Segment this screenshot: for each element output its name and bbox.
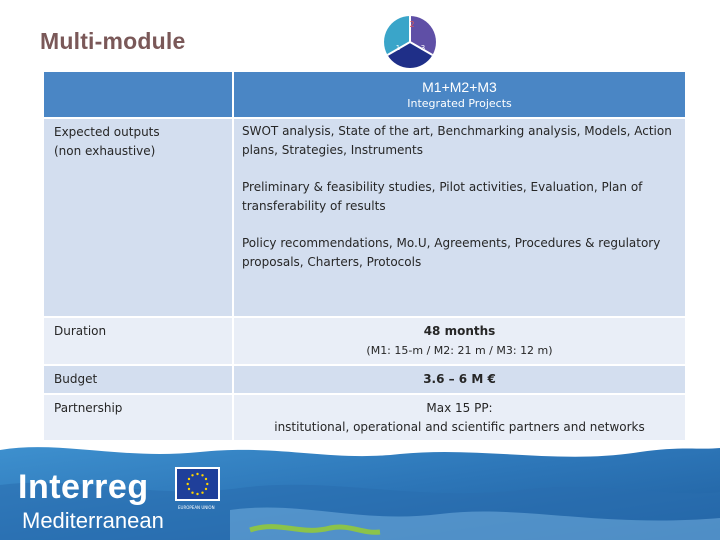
header-cell	[232, 72, 685, 117]
partnership-value: Max 15 PP:	[426, 401, 493, 415]
segment-label-1: 1	[395, 44, 401, 52]
label-cell: Partnership	[44, 395, 232, 441]
page-title: Multi-module	[40, 28, 186, 54]
table-row-budget	[44, 366, 685, 395]
module-diagram-icon	[380, 12, 440, 72]
table-row-duration	[44, 318, 685, 366]
interreg-logo: Interreg	[18, 468, 149, 506]
table-row-partnership	[44, 395, 685, 441]
value-cell	[232, 119, 685, 316]
table-header-row	[44, 72, 685, 119]
outputs-paragraph-3: Policy recommendations, Mo.U, Agreements, Procedures & regulatory proposals, Charters, Protocols	[242, 236, 661, 269]
label-cell	[44, 119, 232, 316]
value-cell	[232, 318, 685, 364]
label-expected-outputs: Expected outputs	[54, 125, 160, 139]
outputs-paragraph-2: Preliminary & feasibility studies, Pilot activities, Evaluation, Plan of transferability of results	[242, 180, 643, 213]
segment-label-3: 3	[420, 44, 426, 52]
header-empty-cell	[44, 72, 232, 117]
partnership-detail: institutional, operational and scientific partners and networks	[274, 420, 645, 434]
table-row-expected-outputs	[44, 119, 685, 318]
module-table	[43, 71, 686, 442]
eu-flag-icon	[175, 467, 220, 501]
header-subtitle: Integrated Projects	[407, 97, 512, 110]
duration-detail: (M1: 15-m / M2: 21 m / M3: 12 m)	[366, 344, 553, 357]
duration-value: 48 months	[423, 324, 496, 338]
segment-label-2: 2	[409, 20, 415, 29]
footer-banner	[0, 440, 720, 540]
eu-caption: EUROPEAN UNION	[178, 505, 215, 510]
mediterranean-logo: Mediterranean	[22, 508, 164, 533]
value-cell	[232, 395, 685, 441]
budget-value: 3.6 – 6 M €	[232, 366, 685, 393]
outputs-paragraph-1: SWOT analysis, State of the art, Benchmarking analysis, Models, Action plans, Strategies, Instruments	[242, 124, 672, 157]
label-cell: Duration	[44, 318, 232, 364]
label-cell: Budget	[44, 366, 232, 393]
label-non-exhaustive: (non exhaustive)	[54, 144, 156, 158]
header-modules: M1+M2+M3	[422, 79, 497, 95]
